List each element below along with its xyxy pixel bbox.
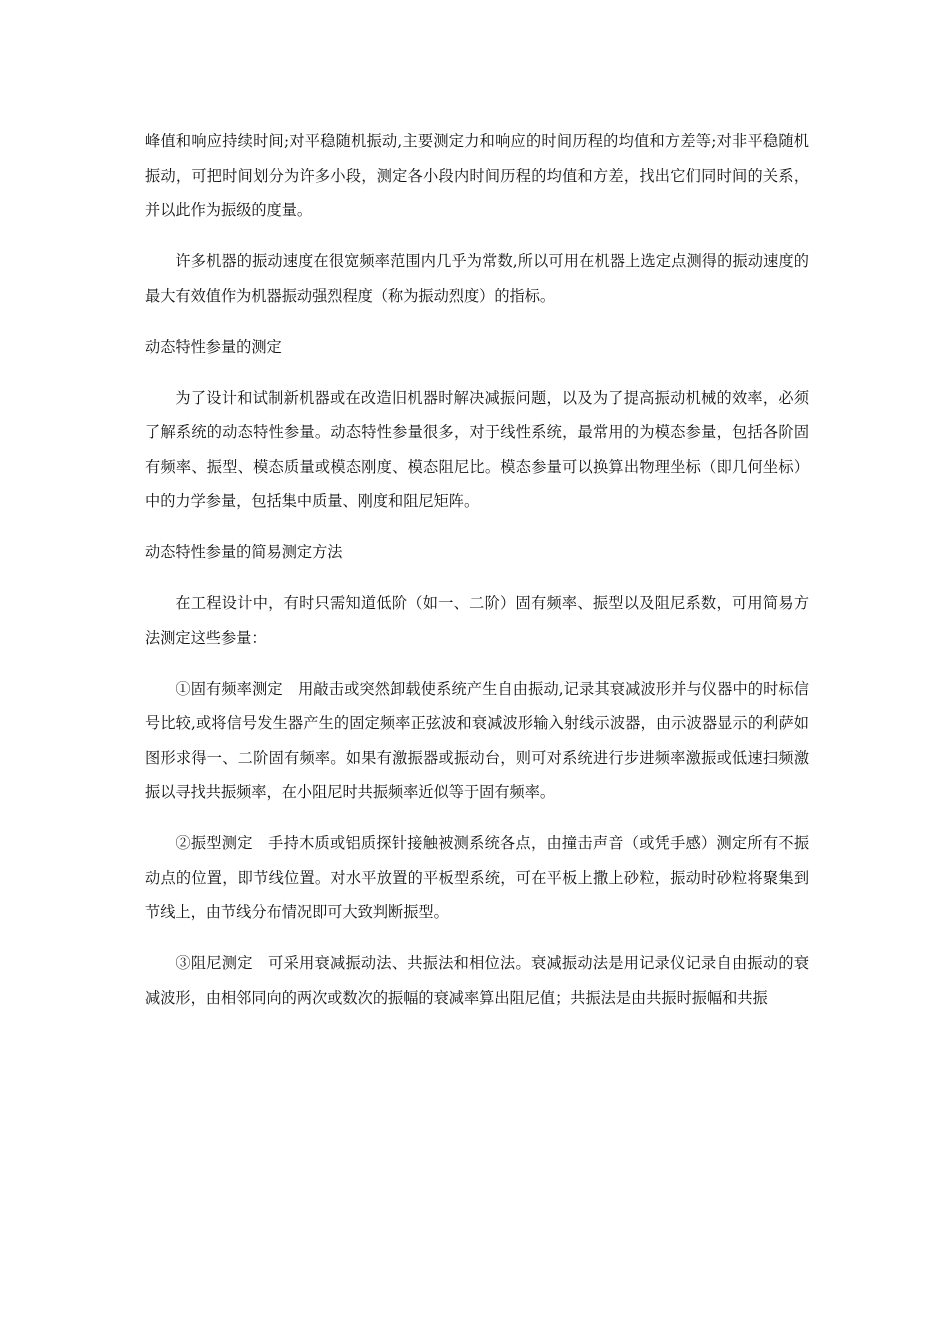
paragraph-continuation: 峰值和响应持续时间;对平稳随机振动,主要测定力和响应的时间历程的均值和方差等;对非平稳随机振动，可把时间划分为许多小段，测定各小段内时间历程的均值和方差，找出它们同时间的关系，并以此作为振级的度量。 [145,132,809,219]
paragraph-natural-frequency: ①固有频率测定 用敲击或突然卸载使系统产生自由振动,记录其衰减波形并与仪器中的时标信号比较,或将信号发生器产生的固定频率正弦波和衰减波形输入射线示波器，由示波器显示的利萨如图形求得一、二阶固有频率。如果有激振器或振动台，则可对系统进行步进频率激振或低速扫频激振以寻找共振频率，在小阻尼时共振频率近似等于固有频率。 [145,679,809,801]
paragraph-mode-shape: ②振型测定 手持木质或铝质探针接触被测系统各点，由撞击声音（或凭手感）测定所有不振动点的位置，即节线位置。对水平放置的平板型系统，可在平板上撒上砂粒，振动时砂粒将聚集到节线上，由节线分布情况即可大致判断振型。 [145,834,809,921]
paragraph-dynamic-parameters: 为了设计和试制新机器或在改造旧机器时解决减振问题，以及为了提高振动机械的效率，必须了解系统的动态特性参量。动态特性参量很多，对于线性系统，最常用的为模态参量，包括各阶固有频率、振型、模态质量或模态刚度、模态阻尼比。模态参量可以换算出物理坐标（即几何坐标）中的力学参量，包括集中质量、刚度和阻尼矩阵。 [145,388,809,510]
section-heading-dynamic-parameters: 动态特性参量的测定 [145,337,282,356]
document-body [145,124,809,1032]
paragraph-simple-methods-intro: 在工程设计中，有时只需知道低阶（如一、二阶）固有频率、振型以及阻尼系数，可用简易方法测定这些参量： [145,594,809,647]
paragraph-vibration-severity: 许多机器的振动速度在很宽频率范围内几乎为常数,所以可用在机器上选定点测得的振动速度的最大有效值作为机器振动强烈程度（称为振动烈度）的指标。 [145,252,809,305]
paragraph-damping: ③阻尼测定 可采用衰减振动法、共振法和相位法。衰减振动法是用记录仪记录自由振动的衰减波形，由相邻同向的两次或数次的振幅的衰减率算出阻尼值；共振法是由共振时振幅和共振 [145,954,809,1007]
section-heading-simple-methods: 动态特性参量的简易测定方法 [145,543,343,561]
